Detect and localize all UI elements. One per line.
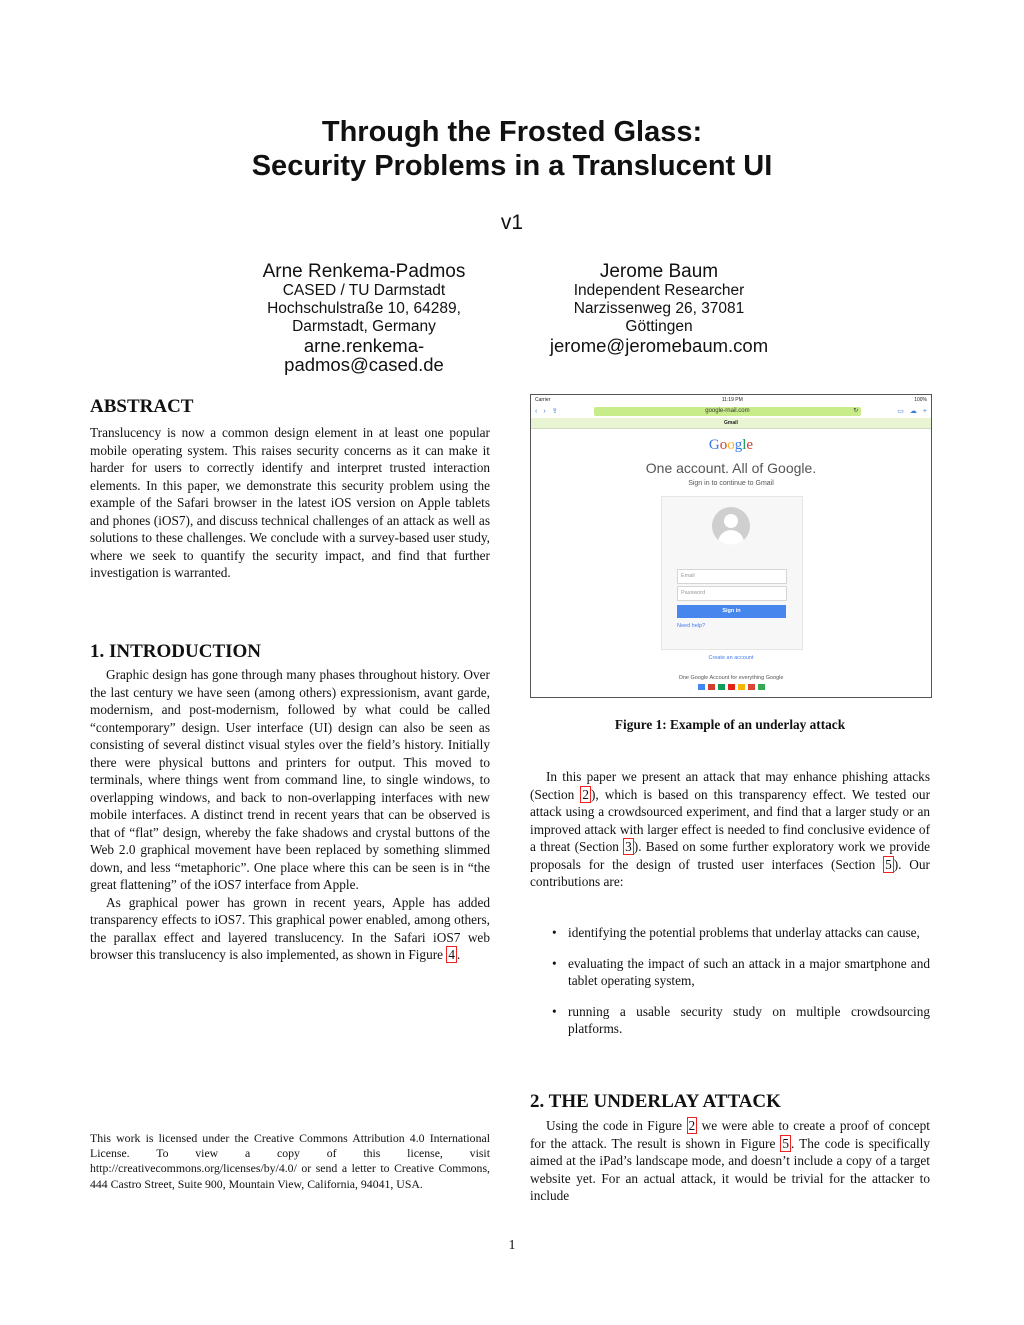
rp1-d: ). Our contributions are:	[530, 856, 930, 889]
help-link[interactable]: Need help?	[677, 623, 706, 629]
intro-p2-text: As graphical power has grown in recent years, Apple has added transparency effects to iOS7. This graphical power enabled, among others, the parallax effect and layered translucency. In the Safari iOS7 web browser this translucency is also implemented, as shown in Figure	[90, 894, 490, 962]
s2-c: . The code is specifically aimed at the iPad’s landscape mode, and doesn’t include a copy of a target website yet. For an actual attack, it would be trivial for the attacker to include	[530, 1135, 931, 1203]
figure-4-link[interactable]: 4	[448, 947, 456, 962]
avatar-icon	[712, 507, 750, 545]
rp1-c: ). Based on some further exploratory work we provide proposals for the design of trusted user interfaces (Section	[530, 839, 930, 872]
author-affiliation: CASED / TU Darmstadt	[282, 282, 446, 299]
one-account-text: One Google Account for everything Google	[678, 675, 784, 681]
youtube-product-icon	[728, 684, 735, 690]
figure-5-link[interactable]: 5	[782, 1135, 790, 1151]
page-number: 1	[508, 1238, 516, 1253]
signin-button[interactable]: Sign in	[677, 605, 786, 618]
right-paragraph-1	[530, 768, 930, 891]
create-account-link[interactable]: Create an account	[708, 655, 754, 661]
title-line-2: Security Problems in a Translucent UI	[251, 150, 773, 182]
signin-subtitle: Sign in to continue to Gmail	[688, 480, 774, 487]
new-tab-icon[interactable]: +	[922, 407, 927, 415]
figure-2-link[interactable]: 2	[688, 1118, 696, 1133]
title-line-1: Through the Frosted Glass:	[321, 116, 703, 148]
intro-p2-end: .	[457, 947, 461, 962]
abstract-paragraph: Translucency is now a common design element in at least one popular mobile operating system. This raises security concerns as it can make it harder for users to correctly identify and interpret trusted interaction elements. In this paper, we demonstrate this security problem using the example of the Safari browser in the latest iOS version on Apple tablets and phones (iOS7), and discuss technical challenges of an attack as well as solutions to these challenges. We conclude with a survey-based user study, where we seek to quantify the security impact, and find that further investigation is warranted.	[90, 425, 490, 580]
tab-gmail[interactable]: Gmail	[724, 420, 738, 426]
author-email[interactable]: jerome@jeromebaum.com	[549, 335, 769, 356]
url-bar[interactable]	[594, 407, 862, 416]
signin-card	[661, 496, 803, 650]
section-5-link[interactable]: 5	[885, 856, 892, 872]
contribution-text: evaluating the impact of such an attack in a major smartphone and tablet operating system,	[568, 955, 930, 988]
email-field[interactable]: Email	[677, 569, 787, 584]
figure-1-caption: Figure 1: Example of an underlay attack	[614, 717, 846, 732]
author-block-1	[224, 262, 504, 374]
share-icon[interactable]: ⇪	[551, 408, 558, 415]
intro-text	[90, 666, 490, 964]
play-product-icon	[758, 684, 765, 690]
license-footnote: This work is licensed under the Creative Commons Attribution 4.0 International License. To view a copy of this license, visit http://creativecommons.org/licenses/by/4.0/ or send a letter to Creative Commons, 444 Castro Street, Suite 900, Mountain View, California, 94041, USA.	[90, 1131, 490, 1191]
right-intro-text	[530, 768, 930, 891]
reload-icon[interactable]: ↻	[853, 407, 859, 414]
password-field[interactable]: Password	[677, 586, 787, 601]
bullet-icon: •	[552, 1003, 557, 1019]
author-email[interactable]	[224, 336, 504, 374]
contribution-text: running a usable security study on multiple crowdsourcing platforms.	[568, 1003, 930, 1036]
author-affiliation: Independent Researcher	[573, 282, 745, 299]
maps-product-icon	[718, 684, 725, 690]
plus-product-icon	[748, 684, 755, 690]
bullet-icon: •	[552, 955, 557, 971]
rp1-a: In this paper we present an attack that may enhance phishing attacks (Section	[530, 769, 930, 802]
rp1-b: ), which is based on this transparency effect. We tested our attack using a crowdsourced experiment, and find that a larger study or an improved attack with larger effect is needed to find conclusive evidence of a threat (Section	[530, 786, 930, 854]
author-block-2	[519, 262, 799, 355]
bookmarks-icon[interactable]: ▭	[897, 408, 904, 415]
s2-a: Using the code in Figure	[546, 1118, 687, 1133]
section-2-paragraph	[530, 1117, 930, 1205]
version-label: v1	[500, 211, 524, 234]
battery-label: 100%	[914, 396, 927, 403]
google-products-row	[531, 684, 931, 690]
intro-heading: 1. INTRODUCTION	[90, 641, 262, 662]
drive-product-icon	[738, 684, 745, 690]
cloud-icon[interactable]: ☁	[909, 408, 917, 415]
author-city: Göttingen	[625, 318, 693, 335]
section-3-link[interactable]: 3	[625, 839, 632, 854]
ios-status-bar	[531, 395, 931, 404]
gmail-product-icon	[708, 684, 715, 690]
list-item	[530, 955, 930, 990]
s2-b: we were able to create a proof of concept for the attack. The result is shown in Figure	[530, 1118, 931, 1151]
author-email-line-2: padmos@cased.de	[284, 354, 444, 375]
carrier-label: Carrier	[535, 396, 551, 403]
safari-toolbar	[531, 404, 931, 418]
contribution-text: identifying the potential problems that underlay attacks can cause,	[568, 925, 920, 940]
section-2-link[interactable]: 2	[582, 786, 589, 802]
author-email-line-1: arne.renkema-	[303, 335, 425, 356]
section-2-text	[530, 1117, 930, 1205]
author-name: Jerome Baum	[599, 261, 719, 282]
abstract-text	[90, 424, 490, 582]
url-text: google-rnail.com	[705, 407, 750, 414]
list-item	[530, 924, 930, 942]
search-product-icon	[698, 684, 705, 690]
intro-paragraph-2	[90, 894, 490, 964]
google-signin-page	[531, 429, 931, 696]
tab-bar	[531, 418, 931, 429]
back-icon[interactable]: ‹	[535, 407, 538, 415]
time-label: 11:19 PM	[721, 396, 743, 403]
signin-headline: One account. All of Google.	[645, 460, 817, 476]
contributions-list	[530, 924, 930, 1051]
abstract-heading: ABSTRACT	[90, 396, 194, 417]
paper-title	[0, 115, 1024, 183]
forward-icon[interactable]: ›	[543, 407, 546, 415]
list-item	[530, 1003, 930, 1038]
author-city: Darmstadt, Germany	[292, 318, 436, 335]
author-address: Narzissenweg 26, 37081	[573, 300, 745, 317]
bullet-icon: •	[552, 925, 557, 940]
section-2-heading: 2. THE UNDERLAY ATTACK	[530, 1091, 781, 1112]
author-address: Hochschulstraße 10, 64289,	[267, 300, 461, 317]
figure-1-screenshot	[530, 394, 932, 698]
google-logo: Google	[708, 437, 754, 453]
intro-paragraph-1: Graphic design has gone through many phases throughout history. Over the last century we have seen (among others) expressionism, avant garde, modernism, and post-modernism, followed by what could be called “contemporary” design. User interface (UI) design can also be seen as consisting of several distinct visual styles over the field’s history. Initially there were physical buttons and printers for output. This moved to terminals, where things went from command line, to single windows, to overlapping windows, and back to non-overlapping interfaces with new mobile interfaces. A distinct trend in recent years that can be observed is that of “flat” design, whereby the fake shadows and crystal buttons of the Web 2.0 graphical movement have been replaced by something slimmed down, and less “metaphoric”. One place where this can be seen is in “the great flattening” of the iOS7 interface from Apple.	[90, 667, 490, 892]
author-name: Arne Renkema-Padmos	[262, 261, 466, 282]
